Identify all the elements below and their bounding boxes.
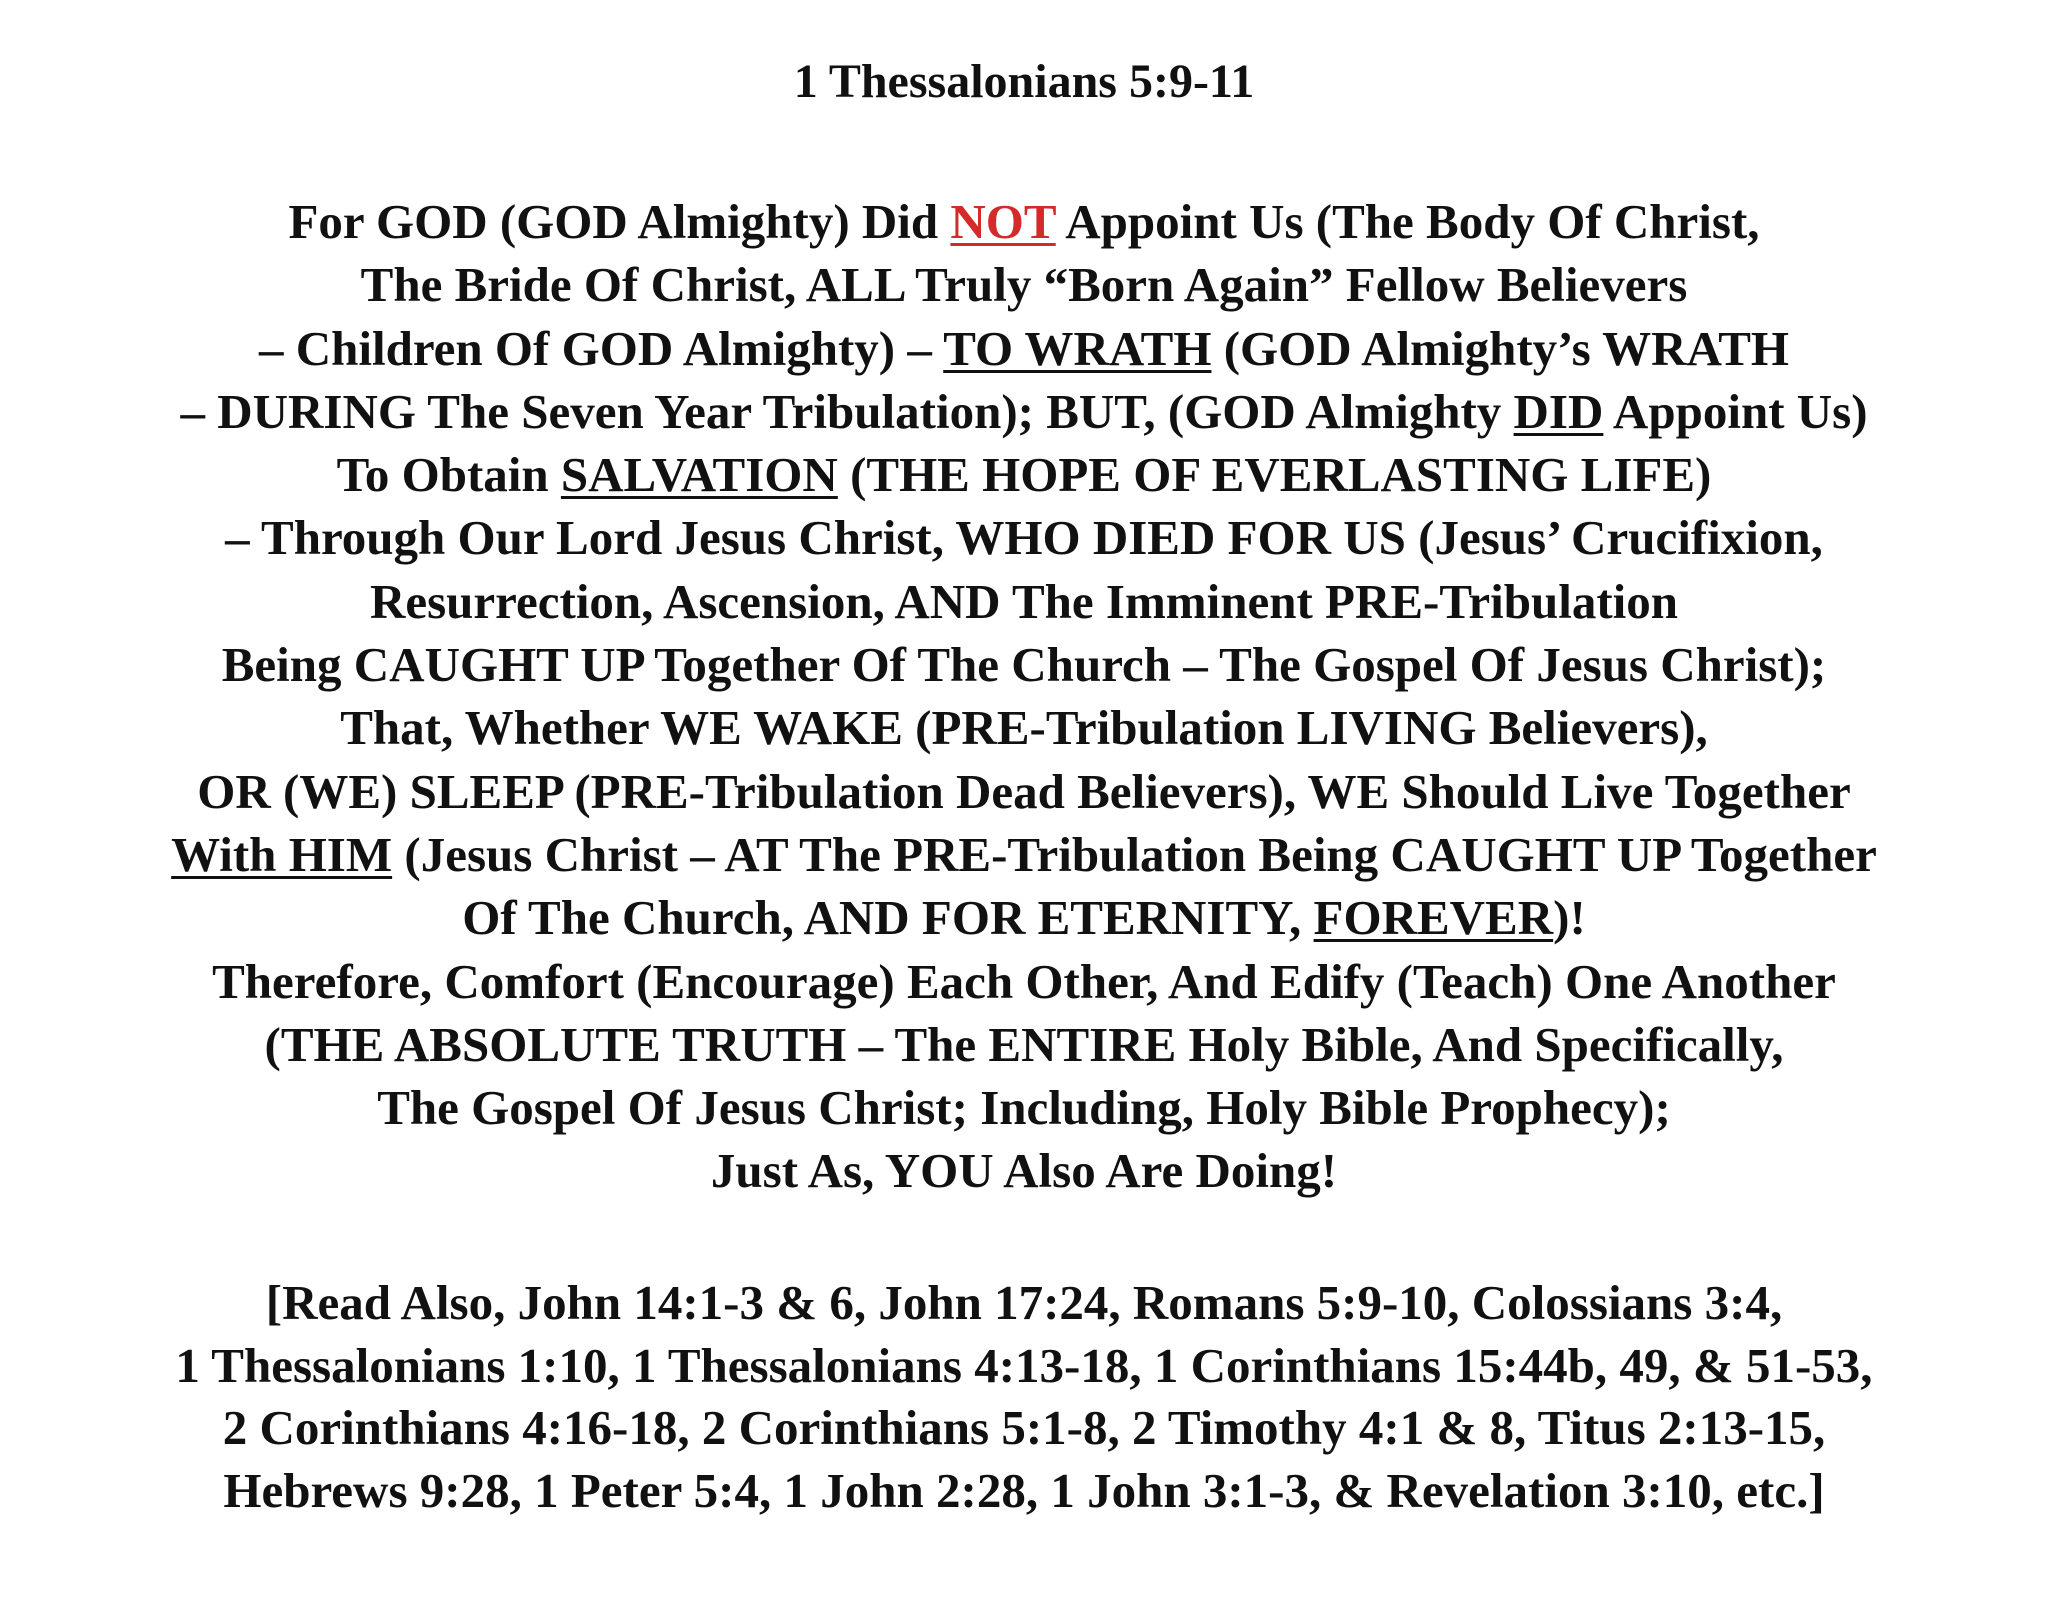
reference-line: 2 Corinthians 4:16-18, 2 Corinthians 5:1-8, 2 Timothy 4:1 & 8, Titus 2:13-15, — [222, 1400, 1826, 1455]
reference-line: Hebrews 9:28, 1 Peter 5:4, 1 John 2:28, 1 John 3:1-3, & Revelation 3:10, etc.] — [223, 1462, 1825, 1518]
verse-line-7: Resurrection, Ascension, AND The Imminent PRE-Tribulation — [369, 573, 1679, 629]
verse-line-13: Therefore, Comfort (Encourage) Each Other, And Edify (Teach) One Another — [212, 953, 1836, 1009]
verse-line-11: With HIM (Jesus Christ – AT The PRE-Tribulation Being CAUGHT UP Together — [171, 826, 1877, 882]
verse-line-15: The Gospel Of Jesus Christ; Including, Holy Bible Prophecy); — [377, 1080, 1671, 1136]
verse-line-14: (THE ABSOLUTE TRUTH – The ENTIRE Holy Bible, And Specifically, — [264, 1016, 1784, 1072]
emphasis-with-him: With HIM — [171, 826, 393, 882]
verse-line-1: For GOD (GOD Almighty) Did NOT Appoint Us (The Body Of Christ, — [288, 194, 1760, 249]
verse-line-16: Just As, YOU Also Are Doing! — [710, 1143, 1338, 1199]
verse-line-3: – Children Of GOD Almighty) – TO WRATH (GOD Almighty’s WRATH — [258, 320, 1790, 376]
verse-line-9: That, Whether WE WAKE (PRE-Tribulation LIVING Believers), — [340, 700, 1708, 756]
verse-line-6: – Through Our Lord Jesus Christ, WHO DIED FOR US (Jesus’ Crucifixion, — [225, 510, 1823, 566]
verse-line-10: OR (WE) SLEEP (PRE-Tribulation Dead Believers), WE Should Live Together — [197, 763, 1851, 819]
verse-line-2: The Bride Of Christ, ALL Truly “Born Again” Fellow Believers — [360, 257, 1688, 313]
verse-line-12: Of The Church, AND FOR ETERNITY, FOREVER)! — [462, 890, 1586, 946]
emphasis-not: NOT — [950, 194, 1056, 249]
reference-line: [Read Also, John 14:1-3 & 6, John 17:24, Romans 5:9-10, Colossians 3:4, — [265, 1275, 1783, 1330]
verse-line-5: To Obtain SALVATION (THE HOPE OF EVERLASTING LIFE) — [336, 447, 1712, 503]
verse-line-8: Being CAUGHT UP Together Of The Church – The Gospel Of Jesus Christ); — [221, 637, 1827, 693]
reference-line: 1 Thessalonians 1:10, 1 Thessalonians 4:13-18, 1 Corinthians 15:44b, 49, & 51-53, — [175, 1337, 1873, 1393]
verse-line-4: – DURING The Seven Year Tribulation); BUT, (GOD Almighty DID Appoint Us) — [180, 383, 1868, 439]
emphasis-salvation: SALVATION — [560, 447, 838, 503]
emphasis-to-wrath: TO WRATH — [943, 320, 1212, 376]
emphasis-did: DID — [1513, 383, 1604, 439]
related-references — [0, 1272, 2048, 1522]
verse-text — [0, 190, 2048, 1203]
passage-title: 1 Thessalonians 5:9-11 — [793, 55, 1255, 108]
emphasis-forever: FOREVER — [1313, 890, 1554, 946]
